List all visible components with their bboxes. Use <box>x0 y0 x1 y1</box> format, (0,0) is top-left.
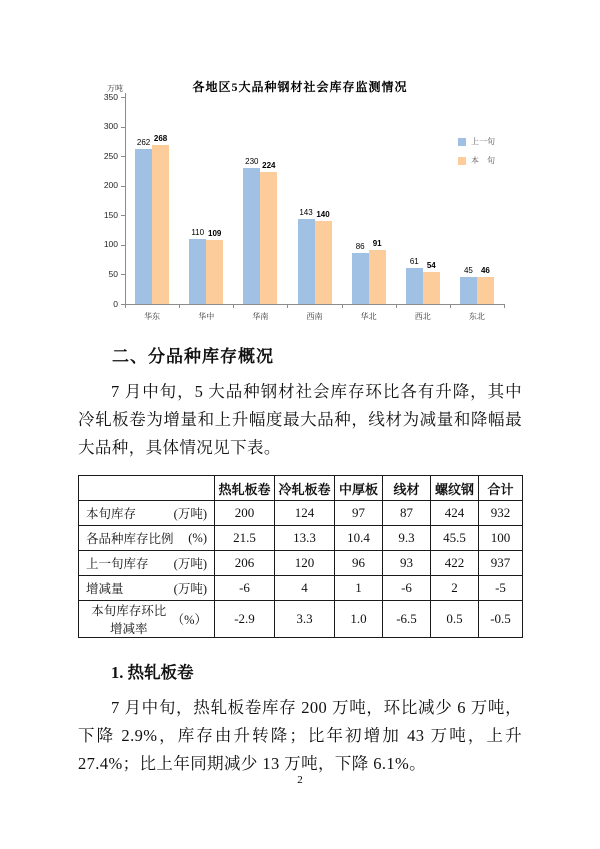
bar-上一旬-西北 <box>406 268 423 304</box>
bar-value-label: 86 <box>355 242 365 252</box>
y-axis-tick-label: 150 <box>103 209 118 220</box>
table-value-cell: 1 <box>335 576 383 601</box>
y-axis-tick-mark <box>121 245 125 246</box>
table-row <box>79 526 523 551</box>
table-row <box>79 501 523 526</box>
x-axis-category-label: 华北 <box>360 312 377 321</box>
bar-本旬-西北 <box>423 272 440 304</box>
bar-value-label: 109 <box>208 228 222 238</box>
table-row <box>79 551 523 576</box>
row-label: 本旬库存环比增减率 <box>91 604 167 636</box>
bar-value-label: 262 <box>136 138 151 148</box>
y-axis-tick-mark <box>121 274 125 275</box>
table-header-cell: 线材 <box>383 476 431 501</box>
table-value-cell: 937 <box>479 551 523 576</box>
table-row <box>79 601 523 638</box>
x-axis-tick-mark <box>396 304 397 308</box>
y-axis-unit-label: 万吨 <box>107 84 123 93</box>
table-value-cell: -2.9 <box>215 601 275 638</box>
table-header-cell: 螺纹钢 <box>431 476 479 501</box>
table-header-cell: 热轧板卷 <box>215 476 275 501</box>
overview-paragraph: 7 月中旬，5 大品种钢材社会库存环比各有升降，其中冷轧板卷为增量和上升幅度最大品种，线材为减量和降幅最大品种，具体情况见下表。 <box>78 382 522 457</box>
table-value-cell: 120 <box>275 551 335 576</box>
table-value-cell: -6.5 <box>383 601 431 638</box>
table-value-cell: -5 <box>479 576 523 601</box>
row-header-cell <box>79 601 215 638</box>
table-value-cell: -0.5 <box>479 601 523 638</box>
bar-本旬-华中 <box>206 240 223 304</box>
bar-value-label: 110 <box>191 227 205 237</box>
table-value-cell: 200 <box>215 501 275 526</box>
table-value-cell: 4 <box>275 576 335 601</box>
bar-value-label: 91 <box>372 239 382 249</box>
row-label: 本旬库存 <box>86 507 137 521</box>
legend-swatch-icon <box>458 138 466 146</box>
bar-本旬-华北 <box>369 250 386 304</box>
bar-value-label: 54 <box>426 261 436 271</box>
row-label: 增减量 <box>86 582 124 596</box>
table-value-cell: 1.0 <box>335 601 383 638</box>
table-value-cell: 13.3 <box>275 526 335 551</box>
bar-上一旬-东北 <box>460 277 477 304</box>
y-axis-tick-mark <box>121 186 125 187</box>
bar-value-label: 140 <box>316 210 330 220</box>
row-header-cell <box>79 526 215 551</box>
row-unit: (万吨) <box>173 582 207 596</box>
x-axis-tick-mark <box>287 304 288 308</box>
bar-value-label: 268 <box>153 134 168 144</box>
legend-label: 本 旬 <box>471 156 495 165</box>
table-value-cell: 206 <box>215 551 275 576</box>
bar-本旬-东北 <box>477 277 494 304</box>
page-number: 2 <box>297 774 303 786</box>
subsection-heading-hot-rolled-coil: 1. 热轧板卷 <box>111 663 194 682</box>
table-value-cell: 9.3 <box>383 526 431 551</box>
x-axis-category-label: 华中 <box>198 312 215 321</box>
row-label: 上一旬库存 <box>86 557 149 571</box>
chart-legend <box>458 136 495 174</box>
table-value-cell: 2 <box>431 576 479 601</box>
y-axis-tick-label: 350 <box>103 91 118 102</box>
table-value-cell: 97 <box>335 501 383 526</box>
x-axis-tick-mark <box>233 304 234 308</box>
table-value-cell: 96 <box>335 551 383 576</box>
document-body <box>78 342 522 778</box>
steel-inventory-chart <box>92 76 538 334</box>
table-value-cell: 0.5 <box>431 601 479 638</box>
row-unit: (万吨) <box>173 557 207 571</box>
table-value-cell: 21.5 <box>215 526 275 551</box>
x-axis <box>125 304 504 305</box>
y-axis-tick-label: 50 <box>108 268 118 279</box>
table-value-cell: 124 <box>275 501 335 526</box>
bar-本旬-华南 <box>260 172 277 304</box>
table-value-cell: 100 <box>479 526 523 551</box>
x-axis-category-label: 西北 <box>414 312 431 321</box>
legend-item-本旬 <box>458 155 495 166</box>
row-label: 各品种库存比例 <box>86 532 174 546</box>
y-axis-tick-label: 250 <box>103 150 118 161</box>
table-value-cell: 87 <box>383 501 431 526</box>
hot-rolled-coil-paragraph: 7 月中旬，热轧板卷库存 200 万吨，环比减少 6 万吨，下降 2.9%，库存由升转降；比年初增加 43 万吨，上升 27.4%；比上年同期减少 13 万吨，下降 6.1%。 <box>78 698 522 773</box>
bar-上一旬-华东 <box>135 149 152 304</box>
chart-title: 各地区5大品种钢材社会库存监测情况 <box>192 80 408 94</box>
table-header-cell: 冷轧板卷 <box>275 476 335 501</box>
bar-本旬-华东 <box>152 145 169 304</box>
table-value-cell: 932 <box>479 501 523 526</box>
legend-item-上一旬 <box>458 136 495 147</box>
legend-label: 上一旬 <box>471 137 495 146</box>
row-header-cell <box>79 501 215 526</box>
legend-swatch-icon <box>458 157 466 165</box>
table-value-cell: 3.3 <box>275 601 335 638</box>
bar-value-label: 230 <box>245 156 259 166</box>
bar-上一旬-华北 <box>352 253 369 304</box>
bar-value-label: 46 <box>480 265 490 275</box>
y-axis-tick-label: 300 <box>103 121 118 132</box>
bar-value-label: 143 <box>299 208 313 218</box>
table-value-cell: 10.4 <box>335 526 383 551</box>
x-axis-tick-mark <box>504 304 505 308</box>
x-axis-tick-mark <box>179 304 180 308</box>
bar-value-label: 61 <box>409 256 419 266</box>
x-axis-category-label: 华南 <box>252 312 269 321</box>
table-header-cell: 合计 <box>479 476 523 501</box>
table-header-cell <box>79 476 215 501</box>
y-axis-tick-mark <box>121 215 125 216</box>
table-value-cell: 424 <box>431 501 479 526</box>
table-value-cell: 93 <box>383 551 431 576</box>
row-header-cell <box>79 576 215 601</box>
bar-本旬-西南 <box>315 221 332 304</box>
x-axis-category-label: 华东 <box>144 312 161 321</box>
table-header-cell: 中厚板 <box>335 476 383 501</box>
y-axis-tick-mark <box>121 127 125 128</box>
bar-上一旬-西南 <box>298 219 315 304</box>
x-axis-category-label: 西南 <box>306 312 323 321</box>
row-header-cell <box>79 551 215 576</box>
x-axis-category-label: 东北 <box>468 312 485 321</box>
bar-value-label: 45 <box>463 266 473 276</box>
row-unit: （%） <box>171 613 207 627</box>
x-axis-tick-mark <box>450 304 451 308</box>
section-heading-inventory-overview: 二、分品种库存概况 <box>112 347 274 366</box>
table-value-cell: -6 <box>383 576 431 601</box>
x-axis-tick-mark <box>342 304 343 308</box>
bar-上一旬-华南 <box>243 168 260 304</box>
table-value-cell: 422 <box>431 551 479 576</box>
y-axis-tick-mark <box>121 156 125 157</box>
y-axis-tick-label: 200 <box>103 180 118 191</box>
row-unit: (%) <box>188 530 207 545</box>
table-value-cell: -6 <box>215 576 275 601</box>
table-value-cell: 45.5 <box>431 526 479 551</box>
y-axis-tick-label: 0 <box>113 298 118 309</box>
table-header-row <box>79 476 523 501</box>
bar-value-label: 224 <box>262 160 276 170</box>
bar-上一旬-华中 <box>189 239 206 304</box>
y-axis-tick-mark <box>121 97 125 98</box>
y-axis-tick-label: 100 <box>103 239 118 250</box>
y-axis <box>125 93 126 304</box>
table-row <box>79 576 523 601</box>
row-unit: (万吨) <box>173 507 207 521</box>
x-axis-tick-mark <box>125 304 126 308</box>
inventory-table <box>78 475 523 638</box>
